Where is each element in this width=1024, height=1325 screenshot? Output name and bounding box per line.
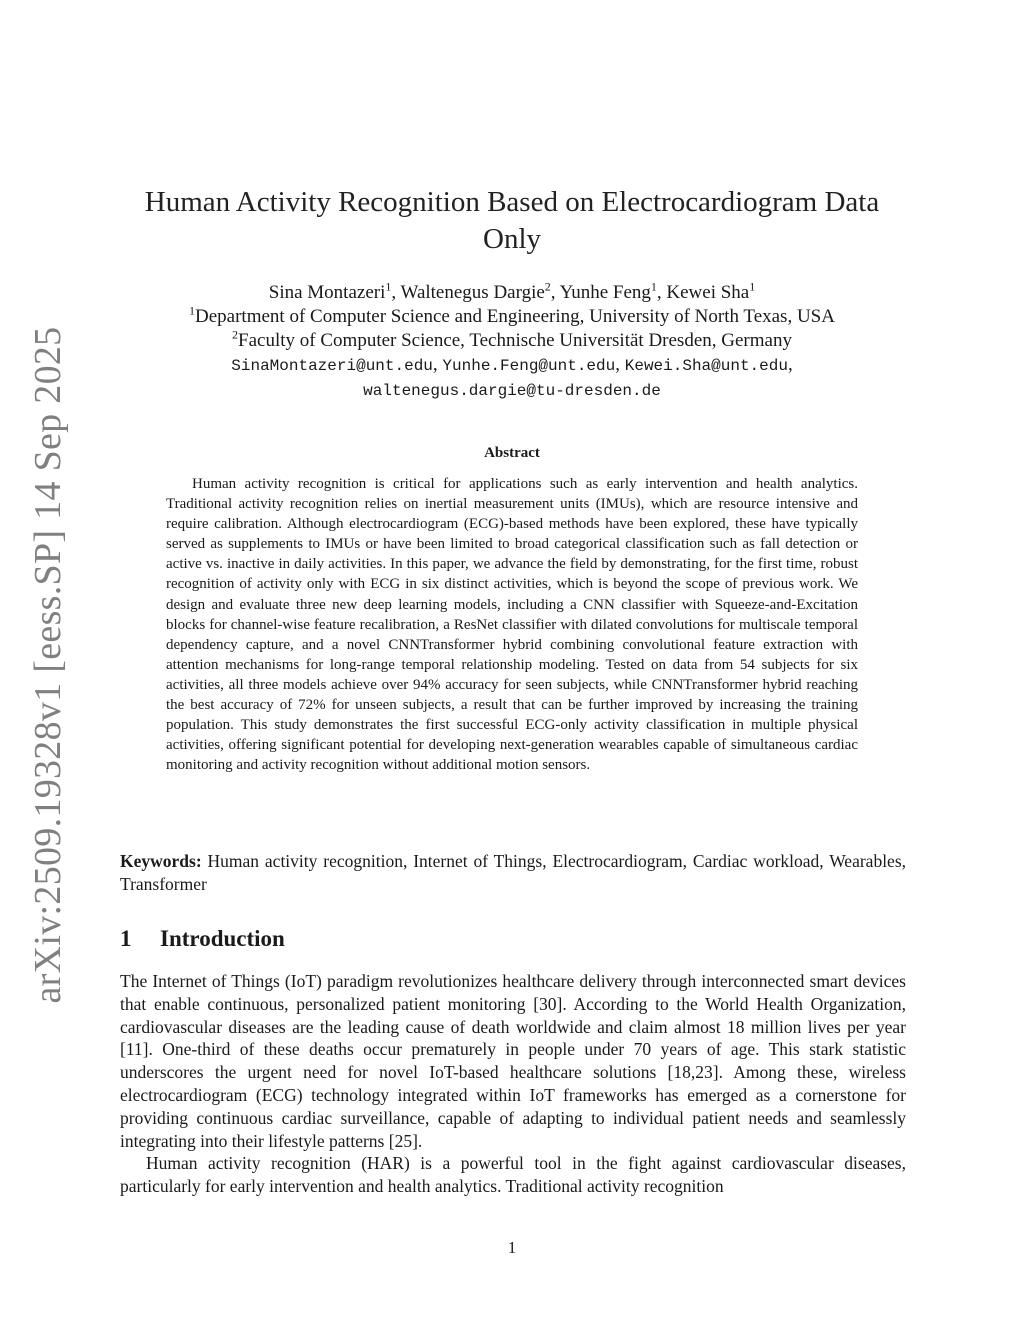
- keywords-label: Keywords:: [120, 851, 202, 871]
- email-line: [120, 378, 904, 403]
- affiliation-text: Department of Computer Science and Engineering, University of North Texas, USA: [195, 306, 835, 327]
- keywords: [120, 850, 906, 896]
- section-title: Introduction: [160, 926, 285, 951]
- affiliation-marker: 1: [749, 279, 756, 294]
- author-block: [120, 281, 904, 403]
- affiliation-text: Faculty of Computer Science, Technische Universität Dresden, Germany: [238, 330, 792, 351]
- email-link[interactable]: Yunhe.Feng@unt.edu: [442, 357, 616, 375]
- email-link[interactable]: SinaMontazeri@unt.edu: [231, 357, 433, 375]
- keywords-text: Human activity recognition, Internet of Things, Electrocardiogram, Cardiac workload, Wearables, Transformer: [120, 851, 907, 894]
- email-link[interactable]: waltenegus.dargie@tu-dresden.de: [363, 382, 661, 400]
- paragraph: The Internet of Things (IoT) paradigm revolutionizes healthcare delivery through interconnected smart devices that enable continuous, personalized patient monitoring [30]. According to the World Health Organization, cardiovascular diseases are the leading cause of death worldwide and claim almost 18 million lives per year [11]. One-third of these deaths occur prematurely in people under 70 years of age. This stark statistic underscores the urgent need for novel IoT-based healthcare solutions [18,23]. Among these, wireless electrocardiogram (ECG) technology integrated within IoT frameworks has emerged as a cornerstone for providing continuous cardiac surveillance, capable of adapting to individual patient needs and seamlessly integrating into their lifestyle patterns [25].: [120, 971, 906, 1151]
- section-heading: [120, 926, 285, 952]
- page-number: 1: [507, 1238, 517, 1257]
- affiliation-marker: 1: [385, 279, 392, 294]
- author-name: Yunhe Feng: [559, 282, 651, 303]
- abstract-text: Human activity recognition is critical for applications such as early intervention and health analytics. Traditional activity recognition relies on inertial measurement units (IMUs), which are resource intensive and require calibration. Although electrocardiogram (ECG)-based methods have been explored, these have typically served as supplements to IMUs or have been limited to broad categorical classification such as fall detection or active vs. inactive in daily activities. In this paper, we advance the field by demonstrating, for the first time, robust recognition of activity only with ECG in six distinct activities, which is beyond the scope of previous work. We design and evaluate three new deep learning models, including a CNN classifier with Squeeze-and-Excitation blocks for channel-wise feature recalibration, a ResNet classifier with dilated convolutions for multiscale temporal dependency capture, and a novel CNNTransformer hybrid combining convolutional feature extraction with attention mechanisms for long-range temporal relationship modeling. Tested on data from 54 subjects for six activities, all three models achieve over 94% accuracy for seen subjects, while CNNTransformer hybrid reaching the best accuracy of 72% for unseen subjects, a result that can be further improved by increasing the training population. This study demonstrates the first successful ECG-only activity classification in multiple physical activities, offering significant potential for developing next-generation wearables capable of simultaneous cardiac monitoring and activity recognition without additional motion sensors.: [166, 476, 858, 774]
- author-name: Sina Montazeri: [268, 282, 386, 303]
- section-number: 1: [120, 926, 132, 951]
- affiliation-marker: 1: [189, 303, 196, 318]
- affiliation-marker: 2: [544, 279, 551, 294]
- author-name: Waltenegus Dargie: [400, 282, 545, 303]
- affiliation-marker: 2: [232, 327, 239, 342]
- affiliation-marker: 1: [650, 279, 657, 294]
- section-body: [120, 970, 906, 1198]
- author-name: Kewei Sha: [666, 282, 750, 303]
- email-line: SinaMontazeri@unt.edu, Yunhe.Feng@unt.edu, Kewei.Sha@unt.edu,: [231, 354, 793, 375]
- abstract-heading: Abstract: [484, 445, 540, 461]
- author-list: Sina Montazeri$^1$, Waltenegus Dargie$^2$, Yunhe Feng$^1$, Kewei Sha$^1$: [268, 279, 756, 303]
- paper-title: Human Activity Recognition Based on Electrocardiogram Data Only: [144, 186, 880, 255]
- affiliation-line: [120, 329, 904, 353]
- paragraph: Human activity recognition (HAR) is a powerful tool in the fight against cardiovascular diseases, particularly for early intervention and health analytics. Traditional activity recognition: [120, 1153, 906, 1197]
- arxiv-identifier-stamp: arXiv:2509.19328v1 [eess.SP] 14 Sep 2025: [27, 326, 69, 1004]
- affiliation-line: [120, 305, 904, 329]
- email-link[interactable]: Kewei.Sha@unt.edu: [624, 357, 788, 375]
